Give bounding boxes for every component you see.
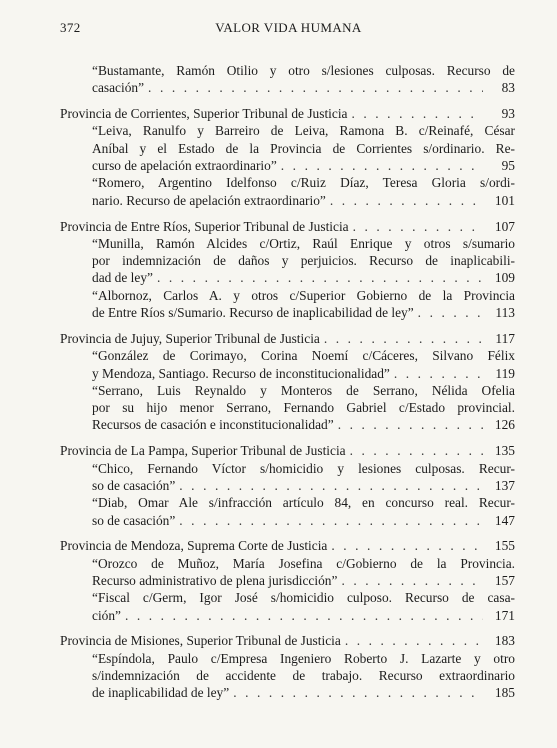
entry-line: ción” xyxy=(92,607,121,623)
entry-last-line xyxy=(92,607,515,624)
entry-page-number: 95 xyxy=(501,158,515,174)
entry-line: so de casación” xyxy=(92,477,176,493)
dot-leader xyxy=(341,572,483,589)
court-page-number: 107 xyxy=(494,218,515,234)
dot-leader xyxy=(352,105,484,122)
dot-leader xyxy=(394,365,483,382)
dot-leader xyxy=(338,416,483,433)
court-name: Provincia de Mendoza, Suprema Corte de Justicia xyxy=(60,538,328,554)
entry-line: “Munilla, Ramón Alcides c/Ortiz, Raúl Enrique y otros s/sumario xyxy=(92,235,515,251)
entry-page-number: 171 xyxy=(494,607,515,623)
entry-last-line xyxy=(92,684,515,701)
page-number: 372 xyxy=(60,20,81,35)
toc-entry[interactable] xyxy=(60,650,515,702)
entry-page-number: 119 xyxy=(495,365,515,381)
entry-last-line xyxy=(92,304,515,321)
dot-leader xyxy=(324,330,483,347)
entry-last-line xyxy=(92,192,515,209)
entry-last-line xyxy=(92,365,515,382)
running-title: VALOR VIDA HUMANA xyxy=(215,20,362,35)
toc-entry[interactable] xyxy=(60,287,515,322)
toc-entry[interactable] xyxy=(60,460,515,495)
toc-entry[interactable] xyxy=(60,555,515,590)
court-name: Provincia de La Pampa, Superior Tribunal de Justicia xyxy=(60,443,346,459)
entry-line: “González de Corimayo, Corina Noemí c/Cáceres, Silvano Félix xyxy=(92,348,515,364)
table-of-contents xyxy=(60,62,515,710)
entry-line: por indemnización de daños y perjuicios. Recurso de inaplicabili- xyxy=(92,253,515,269)
entry-line: “Orozco de Muñoz, María Josefina c/Gobierno de la Provincia. xyxy=(92,555,515,571)
dot-leader xyxy=(179,512,483,529)
court-page-number: 183 xyxy=(494,633,515,649)
entry-last-line xyxy=(92,157,515,174)
entry-line: s/indemnización de accidente de trabajo. Recurso extraordinario xyxy=(92,668,515,684)
entry-page-number: 147 xyxy=(494,512,515,528)
entry-line: “Romero, Argentino Idelfonso c/Ruiz Díaz, Teresa Gloria s/ordi- xyxy=(92,175,515,191)
entry-last-line xyxy=(92,512,515,529)
toc-section xyxy=(60,537,515,623)
entry-line: Aníbal y el Estado de la Provincia de Corrientes s/ordinario. Re- xyxy=(92,140,515,156)
entry-last-line xyxy=(92,416,515,433)
entry-page-number: 126 xyxy=(494,417,515,433)
dot-leader xyxy=(353,218,483,235)
entry-line: casación” xyxy=(92,80,145,96)
court-heading[interactable] xyxy=(60,537,515,554)
entry-page-number: 83 xyxy=(501,80,515,96)
dot-leader xyxy=(418,304,483,321)
toc-entry[interactable] xyxy=(60,122,515,174)
entry-line: de inaplicabilidad de ley” xyxy=(92,685,230,701)
toc-section xyxy=(60,632,515,701)
court-name: Provincia de Misiones, Superior Tribunal de Justicia xyxy=(60,633,341,649)
court-heading[interactable] xyxy=(60,218,515,235)
toc-entry[interactable] xyxy=(60,235,515,287)
dot-leader xyxy=(179,477,483,494)
entry-line: “Espíndola, Paulo c/Empresa Ingeniero Roberto J. Lazarte y otro xyxy=(92,650,515,666)
entry-line: “Diab, Omar Ale s/infracción artículo 84, en concurso real. Recur- xyxy=(92,495,515,511)
entry-line: “Fiscal c/Germ, Igor José s/homicidio culposo. Recurso de casa- xyxy=(92,590,515,606)
court-name: Provincia de Corrientes, Superior Tribunal de Justicia xyxy=(60,106,348,122)
entry-last-line xyxy=(92,477,515,494)
toc-entry[interactable] xyxy=(60,347,515,382)
court-name: Provincia de Entre Ríos, Superior Tribunal de Justicia xyxy=(60,218,349,234)
toc-section xyxy=(60,442,515,528)
entry-page-number: 113 xyxy=(495,305,515,321)
entry-last-line xyxy=(92,572,515,589)
entry-line: de Entre Ríos s/Sumario. Recurso de inaplicabilidad de ley” xyxy=(92,305,414,321)
entry-page-number: 137 xyxy=(494,477,515,493)
entry-line: nario. Recurso de apelación extraordinario” xyxy=(92,192,326,208)
entry-last-line xyxy=(92,79,515,96)
toc-entry[interactable] xyxy=(60,174,515,209)
entry-page-number: 109 xyxy=(494,270,515,286)
court-heading[interactable] xyxy=(60,330,515,347)
toc-entry[interactable] xyxy=(60,589,515,624)
court-heading[interactable] xyxy=(60,105,515,122)
toc-entry[interactable] xyxy=(60,494,515,529)
toc-entry[interactable] xyxy=(60,62,515,97)
entry-line: “Albornoz, Carlos A. y otros c/Superior Gobierno de la Provincia xyxy=(92,287,515,303)
entry-last-line xyxy=(92,269,515,286)
entry-line: “Serrano, Luis Reynaldo y Monteros de Serrano, Nélida Ofelia xyxy=(92,382,515,398)
dot-leader xyxy=(148,79,483,96)
dot-leader xyxy=(345,632,483,649)
dot-leader xyxy=(331,537,483,554)
entry-line: “Leiva, Ranulfo y Barreiro de Leiva, Ramona B. c/Reinafé, César xyxy=(92,123,515,139)
running-header xyxy=(60,20,517,40)
entry-page-number: 157 xyxy=(494,572,515,588)
entry-line: y Mendoza, Santiago. Recurso de inconstitucionalidad” xyxy=(92,365,390,381)
entry-line: Recursos de casación e inconstitucionalidad” xyxy=(92,417,334,433)
entry-line: curso de apelación extraordinario” xyxy=(92,158,277,174)
entry-line: Recurso administrativo de plena jurisdicción” xyxy=(92,572,338,588)
entry-line: “Chico, Fernando Víctor s/homicidio y lesiones culposas. Recur- xyxy=(92,460,515,476)
toc-section xyxy=(60,105,515,209)
toc-section xyxy=(60,218,515,322)
court-page-number: 93 xyxy=(501,106,515,122)
court-page-number: 135 xyxy=(494,443,515,459)
toc-entry[interactable] xyxy=(60,382,515,434)
court-heading[interactable] xyxy=(60,442,515,459)
dot-leader xyxy=(125,607,483,624)
entry-page-number: 185 xyxy=(494,685,515,701)
dot-leader xyxy=(350,442,483,459)
dot-leader xyxy=(330,192,483,209)
entry-line: por su hijo menor Serrano, Fernando Gabriel c/Estado provincial. xyxy=(92,400,515,416)
court-heading[interactable] xyxy=(60,632,515,649)
toc-section xyxy=(60,62,515,97)
entry-page-number: 101 xyxy=(494,192,515,208)
court-page-number: 117 xyxy=(495,330,515,346)
dot-leader xyxy=(233,684,483,701)
entry-line: “Bustamante, Ramón Otilio y otro s/lesiones culposas. Recurso de xyxy=(92,63,515,78)
entry-line: dad de ley” xyxy=(92,270,153,286)
toc-section xyxy=(60,330,515,434)
entry-line: so de casación” xyxy=(92,512,176,528)
dot-leader xyxy=(157,269,483,286)
court-page-number: 155 xyxy=(494,538,515,554)
dot-leader xyxy=(281,157,483,174)
court-name: Provincia de Jujuy, Superior Tribunal de Justicia xyxy=(60,330,320,346)
